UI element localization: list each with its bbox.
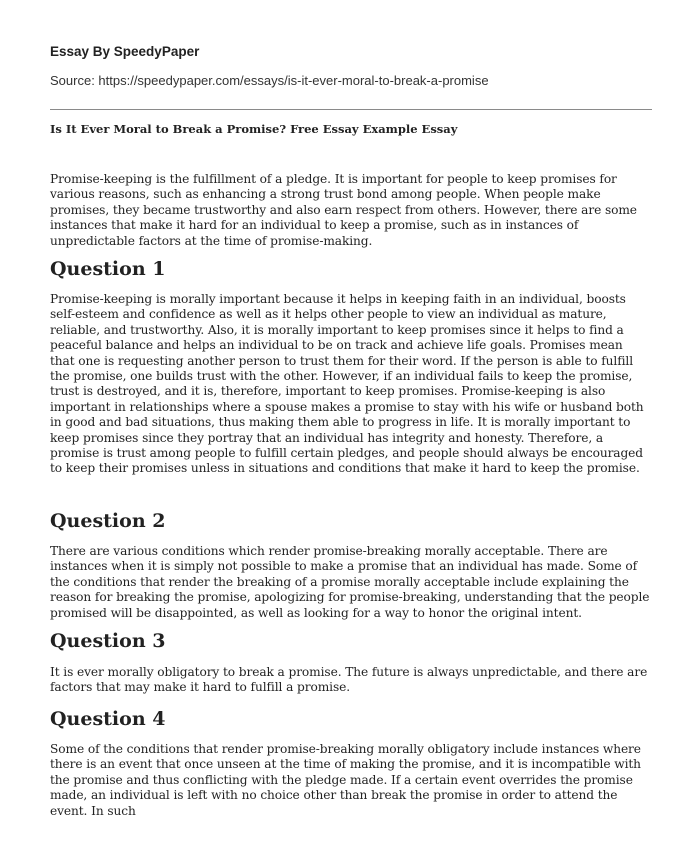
- question-2-heading: Question 2: [50, 510, 166, 532]
- essay-title: Is It Ever Moral to Break a Promise? Free Essay Example Essay: [50, 122, 458, 136]
- question-1-heading: Question 1: [50, 258, 166, 280]
- question-3-heading: Question 3: [50, 630, 166, 652]
- question-2-paragraph: There are various conditions which render promise-breaking morally acceptable. There are instances when it is simply not possible to make a promise that an individual has made. Some of the conditions that render the breaking of a promise morally acceptable include explaining the reason for breaking the promise, apologizing for promise-breaking, understanding that the people promised will be disappointed, as well as looking for a way to honor the original intent.: [50, 544, 650, 620]
- document-source-line: Source: https://speedypaper.com/essays/is-it-ever-moral-to-break-a-promise: [50, 73, 489, 88]
- intro-paragraph: Promise-keeping is the fulfillment of a pledge. It is important for people to keep promises for various reasons, such as enhancing a strong trust bond among people. When people make promises, they became trustworthy and also earn respect from others. However, there are some instances that make it hard for an individual to keep a promise, such as in instances of unpredictable factors at the time of promise-making.: [50, 172, 637, 248]
- question-4-heading: Question 4: [50, 708, 166, 730]
- question-3-paragraph: It is ever morally obligatory to break a promise. The future is always unpredictable, and there are factors that may make it hard to fulfill a promise.: [50, 665, 648, 695]
- header-divider: [50, 109, 652, 110]
- document-header-title: Essay By SpeedyPaper: [50, 44, 200, 59]
- question-1-paragraph: Promise-keeping is morally important because it helps in keeping faith in an individual, boosts self-esteem and confidence as well as it helps other people to view an individual as mature, reliable, and trustworthy. Also, it is morally important to keep promises since it helps to find a peaceful balance and helps an individual to be on track and achieve life goals. Promises mean that one is requesting another person to trust them for their word. If the person is able to fulfill the promise, one builds trust with the other. However, if an individual fails to keep the promise, trust is destroyed, and it is, therefore, important to keep promises. Promise-keeping is also important in relationships where a spouse makes a promise to stay with his wife or husband both in good and bad situations, thus making them able to progress in life. It is morally important to keep promises since they portray that an individual has integrity and honesty. Therefore, a promise is trust among people to fulfill certain pledges, and people should always be encouraged to keep their promises unless in situations and conditions that make it hard to keep the promise.: [50, 292, 644, 476]
- question-4-paragraph: Some of the conditions that render promise-breaking morally obligatory include instances where there is an event that once unseen at the time of making the promise, and it is incompatible with the promise and thus conflicting with the pledge made. If a certain event overrides the promise made, an individual is left with no choice other than break the promise in order to attend the event. In such: [50, 742, 641, 818]
